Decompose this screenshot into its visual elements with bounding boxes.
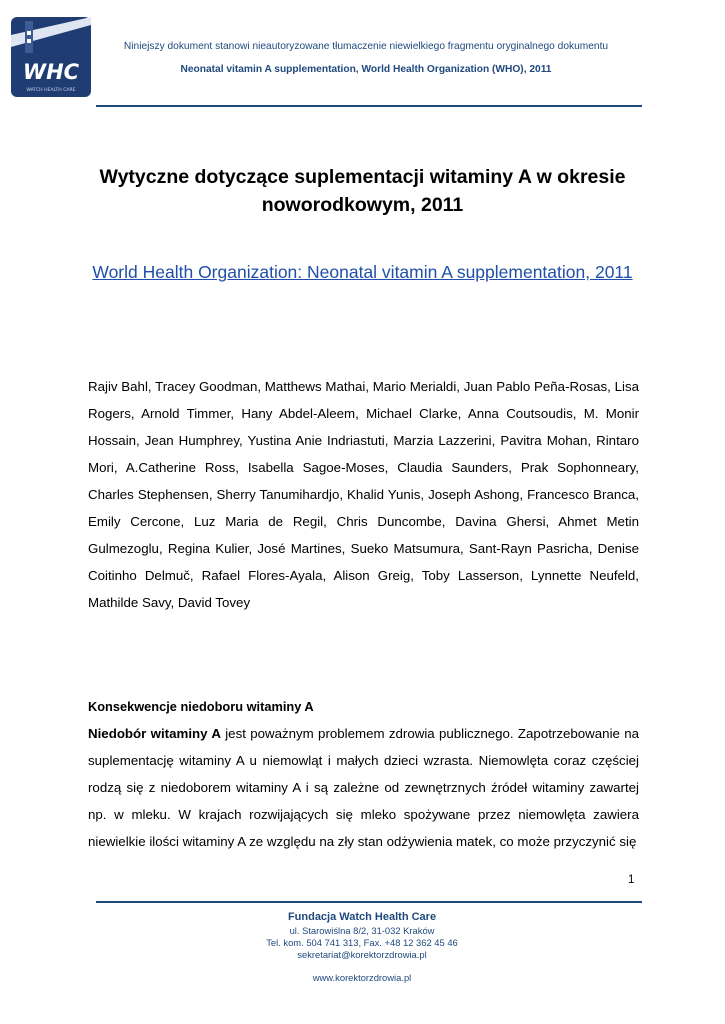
footer-phone: Tel. kom. 504 741 313, Fax. +48 12 362 45 46 (266, 937, 458, 948)
footer-email[interactable]: sekretariat@korektorzdrowia.pl (297, 949, 427, 960)
footer-website[interactable]: www.korektorzdrowia.pl (312, 972, 412, 983)
header-divider (96, 105, 642, 107)
page-number: 1 (628, 874, 635, 886)
footer-divider (96, 901, 642, 903)
document-title: Wytyczne dotyczące suplementacji witaminy A w okresie noworodkowym, 2011 (99, 166, 626, 216)
paragraph-bold-lead: Niedobór witaminy A (88, 726, 221, 741)
header-source: Neonatal vitamin A supplementation, World Health Organization (WHO), 2011 (180, 64, 552, 75)
authors-list: Rajiv Bahl, Tracey Goodman, Matthews Mathai, Mario Merialdi, Juan Pablo Peña-Rosas, Lisa Rogers, Arnold Timmer, Hany Abdel-Aleem, Michael Clarke, Anna Coutsoudis, M. Monir Hossain, Jean Humphrey, Yustina Anie Indriastuti, Marzia Lazzerini, Pavitra Mohan, Rintaro Mori, A.Catherine Ross, Isabella Sagoe-Moses, Claudia Saunders, Prak Sophonneary, Charles Stephensen, Sherry Tanumihardjo, Khalid Yunis, Joseph Ashong, Francesco Branca, Emily Cercone, Luz Maria de Regil, Chris Duncombe, Davina Ghersi, Ahmet Metin Gulmezoglu, Regina Kulier, José Martines, Sueko Matsumura, Sant-Rayn Pasricha, Denise Coitinho Delmuč, Rafael Flores-Ayala, Alison Greig, Toby Lasserson, Lynnette Neufeld, Mathilde Savy, David Tovey (88, 379, 639, 610)
footer-address: ul. Starowiślna 8/2, 31-032 Kraków (289, 925, 435, 936)
footer (96, 910, 628, 984)
section-heading: Konsekwencje niedoboru witaminy A (88, 699, 314, 714)
paragraph-text: jest poważnym problemem zdrowia publicznego. Zapotrzebowanie na suplementację witaminy A u niemowląt i małych dzieci wzrasta. Niemowlęta coraz częściej rodzą się z niedoborem witaminy A i są zależne od zewnętrznych źródeł witaminy zawartej np. w mleku. W krajach rozwijających się mleko spożywane przez niemowlęta zawiera niewielkie ilości witaminy A ze względu na zły stan odżywienia matek, co może przyczynić się (88, 726, 639, 849)
footer-organization: Fundacja Watch Health Care (287, 911, 437, 923)
logo-text: WHC (22, 60, 80, 84)
whc-logo (11, 17, 91, 97)
logo-subtext: WATCH HEALTH CARE (26, 88, 76, 93)
header-notice: Niniejszy dokument stanowi nieautoryzowane tłumaczenie niewielkiego fragmentu oryginalnego dokumentu (123, 41, 609, 52)
whc-logo-graphic (11, 17, 91, 97)
body-paragraph (88, 720, 639, 855)
source-link[interactable]: World Health Organization: Neonatal vitamin A supplementation, 2011 (92, 262, 633, 282)
